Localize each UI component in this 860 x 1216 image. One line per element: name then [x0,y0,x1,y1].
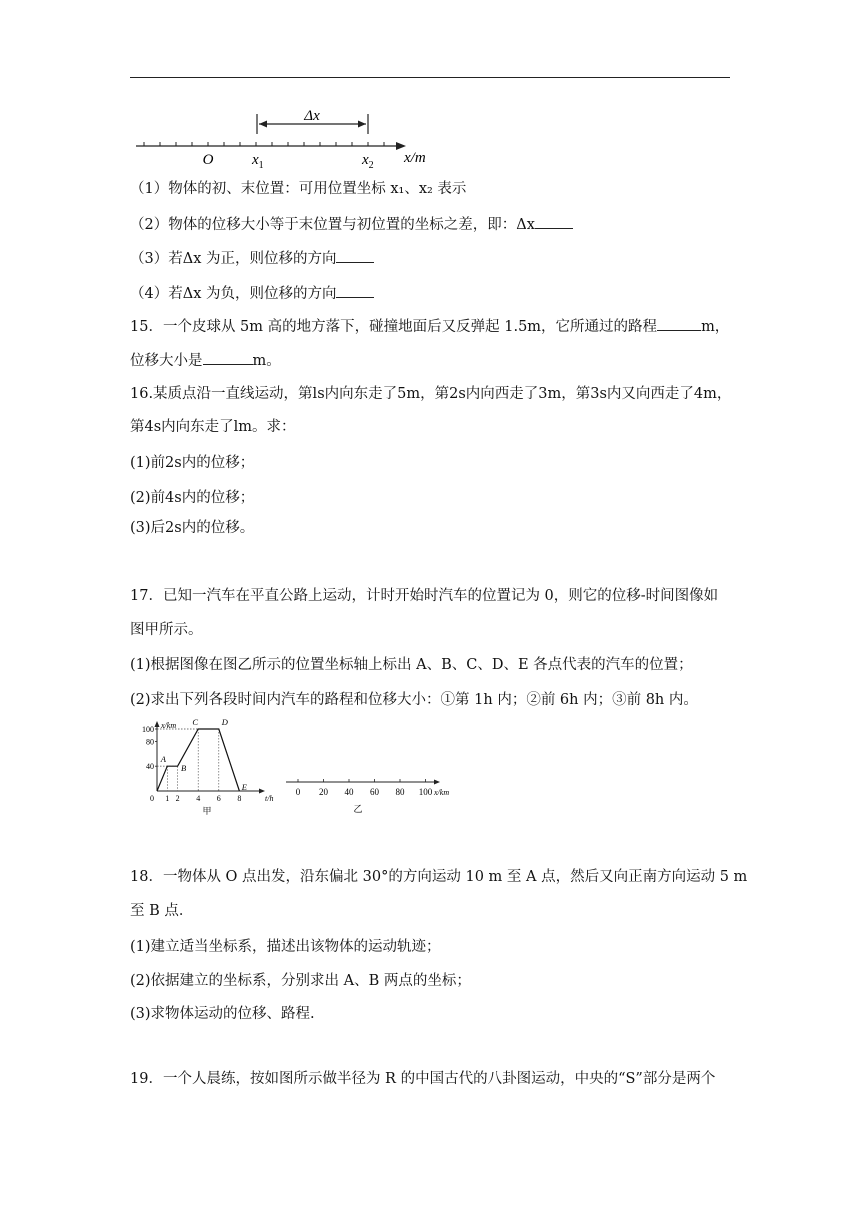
x-tick-label: 1 [165,794,170,803]
displacement-axis-figure [130,100,450,172]
delta-x-label: Δx [304,108,320,124]
question-16-line-2: 第4s内向东走了lm。求： [130,419,296,435]
x1-label: $x_1$ [252,152,264,171]
point-label-a: A [160,754,166,765]
question-18-sub-3: (3)求物体运动的位移、路程. [130,1006,315,1022]
y-axis-arrow [155,721,160,727]
question-16-sub-1: (1)前2s内的位移； [130,455,255,471]
x2-label: $x_2$ [362,152,374,171]
question-16-sub-2: (2)前4s内的位移； [130,490,255,506]
question-15-line-2: 位移大小是 m。 [130,350,281,371]
point-label-d: D [221,718,228,727]
header-rule [130,77,730,78]
question-17-sub-2: (2)求出下列各段时间内汽车的路程和位移大小：①第 1h 内；②前 6h 内；③前 8h 内。 [130,692,698,708]
origin-label: O [202,152,214,168]
question-15-line-1: 15．一个皮球从 5m 高的地方落下，碰撞地面后又反弹起 1.5m，它所通过的路程 m， [130,316,729,337]
axis-tick-label: 60 [370,787,379,797]
point-1: （1）物体的初、末位置：可用位置坐标 x₁、x₂ 表示 [130,181,467,197]
question-19-line-1: 19．一个人晨练，按如图所示做半径为 R 的中国古代的八卦图运动，中央的“S”部分是两个 [130,1071,716,1087]
axis-ticks [144,142,384,146]
point-4: （4）若Δx 为负，则位移的方向 [130,283,374,304]
question-17-sub-1: (1)根据图像在图乙所示的位置坐标轴上标出 A、B、C、D、E 各点代表的汽车的位置； [130,657,693,673]
point-3: （3）若Δx 为正，则位移的方向 [130,248,374,269]
question-18-sub-1: (1)建立适当坐标系，描述出该物体的运动轨迹； [130,939,441,955]
question-17-line-1: 17．已知一汽车在平直公路上运动，计时开始时汽车的位置记为 0，则它的位移-时间图像如 [130,588,719,604]
x-tick-label: 6 [216,794,221,803]
question-18-line-2: 至 B 点． [130,903,194,919]
point-label-b: B [180,763,187,774]
question-17-line-2: 图甲所示。 [130,622,203,638]
question-18-line-1: 18．一物体从 O 点出发，沿东偏北 30°的方向运动 10 m 至 A 点，然后又向正南方向运动 5 m [130,869,748,885]
axis-unit-label: x/km [434,788,450,797]
chart-caption-jia: 甲 [202,806,212,816]
chart-caption-yi: 乙 [353,804,363,814]
y-tick-label: 100 [142,725,154,734]
axis-tick-label: 80 [395,787,405,797]
x-tick-label: 2 [175,794,180,803]
point-2: （2）物体的位移大小等于末位置与初位置的坐标之差，即：Δx [130,214,573,235]
x-axis-label: t/h [265,794,274,803]
axis-tick-label: 20 [319,787,328,797]
x-tick-label: 0 [150,794,154,803]
point-label-c: C [192,718,199,727]
question-16-sub-3: (3)后2s内的位移。 [130,520,255,536]
axis-tick-label: 40 [344,787,354,797]
question-16-line-1: 16.某质点沿一直线运动，第ls内向东走了5m，第2s内向西走了3m，第3s内又向西走了4m， [130,386,732,402]
x-tick-label: 8 [237,794,242,803]
y-tick-label: 40 [146,762,154,772]
x-tick-label: 4 [196,794,201,803]
question-18-sub-2: (2)依据建立的坐标系，分别求出 A、B 两点的坐标； [130,973,471,989]
xt-chart-jia [130,718,280,818]
point-label-e: E [241,782,248,792]
x-axis-arrow [259,789,265,794]
y-tick-label: 80 [146,737,154,747]
axis-tick-label: 0 [295,787,301,797]
position-axis-yi [282,770,472,818]
axis-tick-label: 100 [418,787,433,797]
axis-unit-label: x/m [404,150,426,166]
axis-arrow [434,780,440,785]
y-axis-label: x/km [161,721,177,730]
